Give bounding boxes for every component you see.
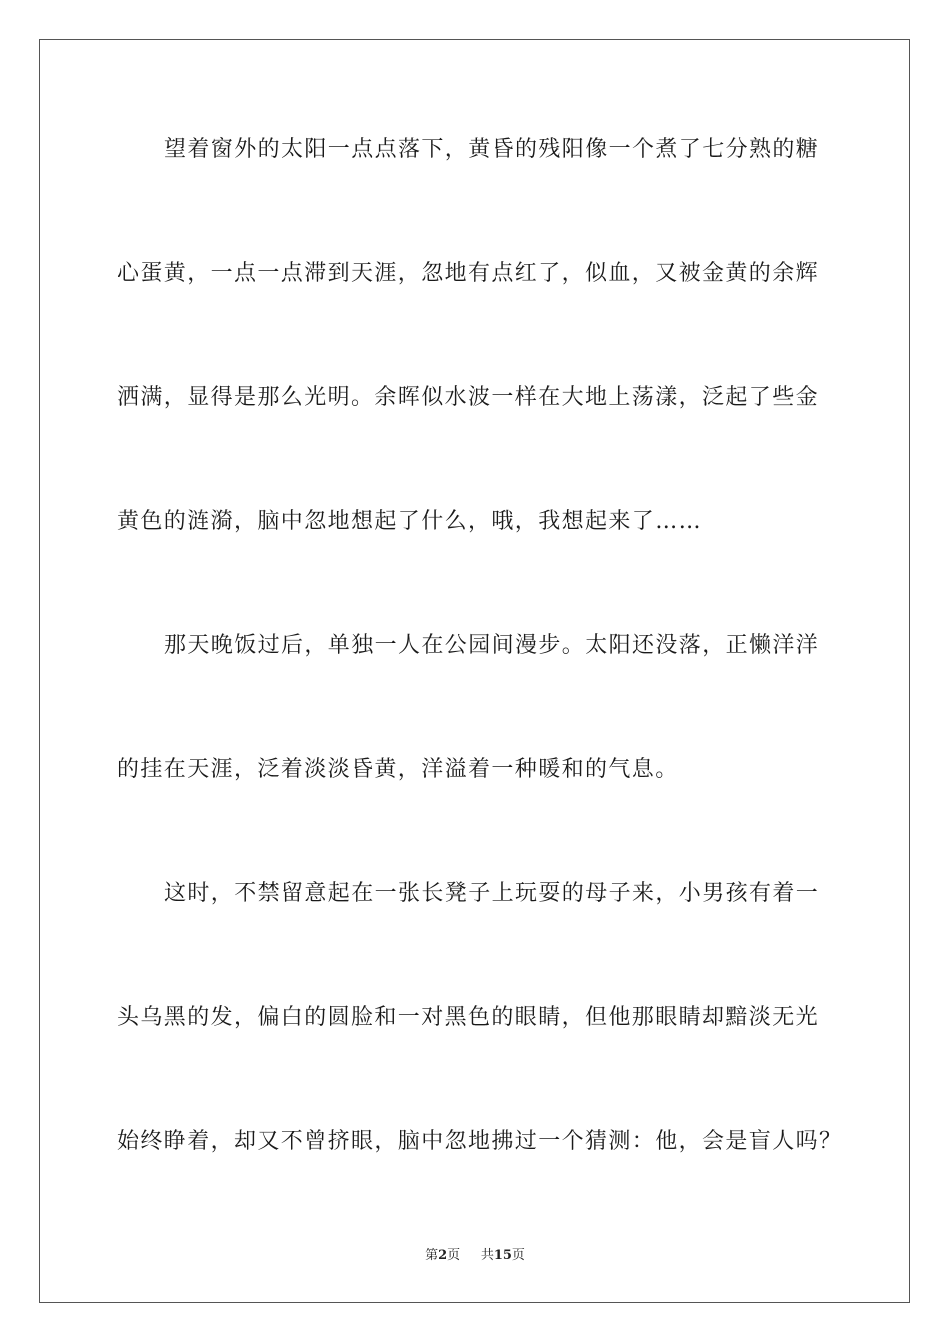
total-suffix: 页 [511, 1248, 525, 1263]
text-line: 望着窗外的太阳一点点落下，黄昏的残阳像一个煮了七分熟的糖 [164, 137, 820, 162]
page-number: 2 [438, 1248, 448, 1263]
text-line: 这时，不禁留意起在一张长凳子上玩耍的母子来，小男孩有着一 [164, 881, 820, 906]
text-line: 心蛋黄，一点一点滞到天涯，忽地有点红了，似血，又被金黄的余辉 [117, 261, 820, 286]
text-line: 始终睁着，却又不曾挤眼，脑中忽地拂过一个猜测：他，会是盲人吗？ [117, 1129, 843, 1154]
page-suffix: 页 [447, 1248, 461, 1263]
page-border [39, 39, 910, 1303]
page-footer [0, 1247, 950, 1265]
text-line: 那天晚饭过后，单独一人在公园间漫步。太阳还没落，正懒洋洋 [164, 633, 820, 658]
text-line: 头乌黑的发，偏白的圆脸和一对黑色的眼睛，但他那眼睛却黯淡无光 [117, 1005, 820, 1030]
text-line: 洒满，显得是那么光明。余晖似水波一样在大地上荡漾，泛起了些金 [117, 385, 820, 410]
page-prefix: 第 [425, 1248, 439, 1263]
total-pages: 15 [493, 1248, 512, 1263]
text-line: 的挂在天涯，泛着淡淡昏黄，洋溢着一种暖和的气息。 [117, 757, 679, 782]
total-prefix: 共 [480, 1248, 494, 1263]
text-line: 黄色的涟漪，脑中忽地想起了什么，哦，我想起来了…… [117, 509, 703, 534]
